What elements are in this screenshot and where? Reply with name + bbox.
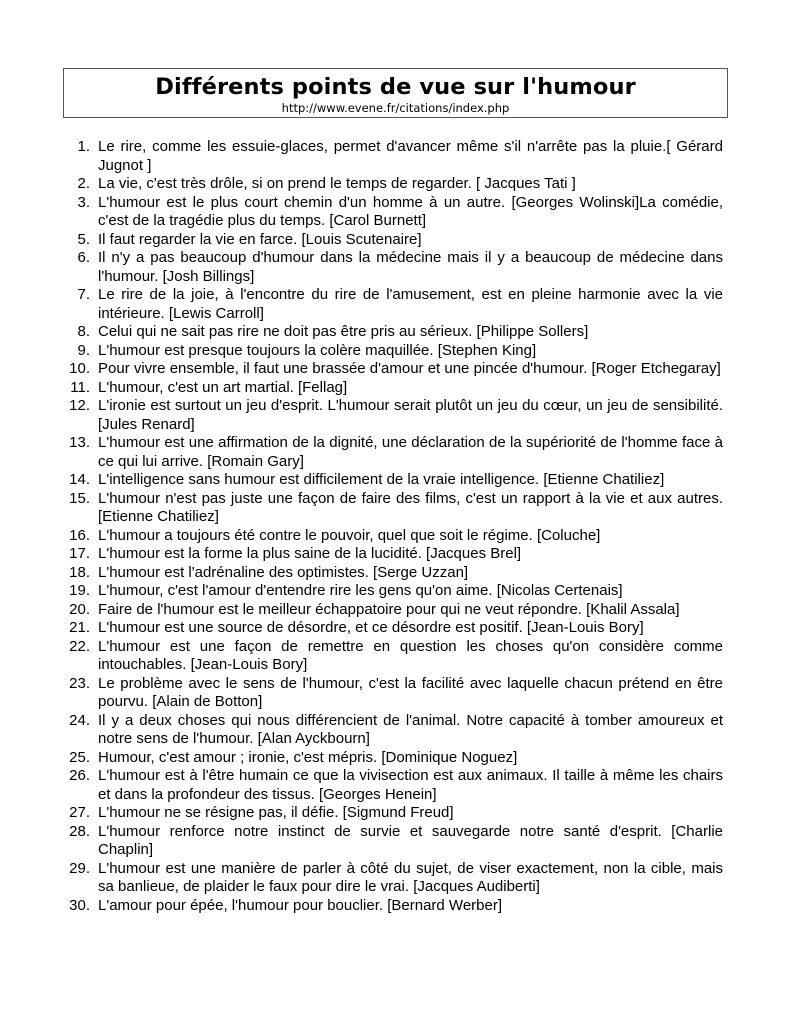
quote-item xyxy=(63,897,723,916)
quote-number: 16. xyxy=(69,526,90,544)
quote-text: L'humour est une manière de parler à côté du sujet, de viser exactement, non la cible, mais sa banlieue, de plaider le faux pour dire le vrai. [Jacques Audiberti] xyxy=(98,859,723,895)
quote-item xyxy=(63,545,723,564)
quote-text: L'humour a toujours été contre le pouvoir, quel que soit le régime. [Coluche] xyxy=(98,526,601,544)
quote-item xyxy=(63,675,723,712)
quote-number: 10. xyxy=(69,360,90,377)
quote-item xyxy=(63,860,723,897)
quote-item xyxy=(63,175,723,194)
quote-text: L'humour est à l'être humain ce que la vivisection est aux animaux. Il taille à même les chairs et dans la profondeur des tissus. [Georges Henein] xyxy=(98,767,723,803)
quote-number: 27. xyxy=(69,804,90,821)
quote-number: 5. xyxy=(77,230,90,248)
quote-number: 24. xyxy=(69,711,90,729)
quote-text: L'intelligence sans humour est difficilement de la vraie intelligence. [Etienne Chatiliez] xyxy=(98,471,665,488)
quote-text: L'amour pour épée, l'humour pour bouclier. [Bernard Werber] xyxy=(98,896,503,914)
quote-item xyxy=(63,379,723,398)
quote-text: Il faut regarder la vie en farce. [Louis Scutenaire] xyxy=(98,230,422,248)
quote-item xyxy=(63,434,723,471)
quote-item xyxy=(63,638,723,675)
quote-text: L'humour ne se résigne pas, il défie. [Sigmund Freud] xyxy=(98,804,454,821)
quote-text: L'humour est presque toujours la colère maquillée. [Stephen King] xyxy=(98,341,537,359)
quote-text: L'humour est la forme la plus saine de la lucidité. [Jacques Brel] xyxy=(98,545,522,562)
quote-number: 12. xyxy=(69,397,90,414)
quote-number: 2. xyxy=(77,175,90,192)
quote-number: 19. xyxy=(69,582,90,599)
quote-list xyxy=(63,138,723,915)
quote-text: L'humour est l'adrénaline des optimistes. [Serge Uzzan] xyxy=(98,563,469,581)
quote-item xyxy=(63,138,723,175)
quote-text: L'humour, c'est l'amour d'entendre rire les gens qu'on aime. [Nicolas Certenais] xyxy=(98,582,623,599)
quote-number: 28. xyxy=(69,822,90,840)
quote-item xyxy=(63,490,723,527)
quote-item xyxy=(63,397,723,434)
quote-item xyxy=(63,342,723,361)
quote-text: L'humour renforce notre instinct de survie et sauvegarde notre santé d'esprit. [Charlie Chaplin] xyxy=(98,822,723,858)
quote-number: 29. xyxy=(69,859,90,877)
quote-item xyxy=(63,582,723,601)
quote-item xyxy=(63,194,723,231)
quote-item xyxy=(63,360,723,379)
quote-item xyxy=(63,249,723,286)
quote-item xyxy=(63,712,723,749)
quote-number: 15. xyxy=(69,489,90,507)
quote-text: Il n'y a pas beaucoup d'humour dans la médecine mais il y a beaucoup de médecine dans l'humour. [Josh Billings] xyxy=(98,249,723,285)
source-url: http://www.evene.fr/citations/index.php xyxy=(281,101,510,115)
quote-item xyxy=(63,286,723,323)
quote-item xyxy=(63,804,723,823)
quote-item xyxy=(63,231,723,250)
quote-text: L'humour est le plus court chemin d'un homme à un autre. [Georges Wolinski]La comédie, c'est de la tragédie plus du temps. [Carol Burnett] xyxy=(98,193,723,229)
quote-item xyxy=(63,823,723,860)
quote-number: 18. xyxy=(69,563,90,581)
quote-text: Le rire de la joie, à l'encontre du rire de l'amusement, est en pleine harmonie avec la vie intérieure. [Lewis Carroll] xyxy=(98,286,723,322)
quote-number: 17. xyxy=(69,545,90,562)
quote-item xyxy=(63,527,723,546)
quote-text: Le problème avec le sens de l'humour, c'est la facilité avec laquelle chacun prétend en être pourvu. [Alain de Botton] xyxy=(98,674,723,710)
quote-item xyxy=(63,749,723,768)
quote-text: Il y a deux choses qui nous différencient de l'animal. Notre capacité à tomber amoureux et notre sens de l'humour. [Alan Ayckbourn] xyxy=(98,711,723,747)
quote-number: 9. xyxy=(77,341,90,359)
quote-number: 11. xyxy=(70,378,90,396)
quote-text: L'humour est une affirmation de la dignité, une déclaration de la supériorité de l'homme face à ce qui lui arrive. [Romain Gary] xyxy=(98,434,723,470)
quote-text: L'ironie est surtout un jeu d'esprit. L'humour serait plutôt un jeu du cœur, un jeu de sensibilité. [Jules Renard] xyxy=(98,397,723,433)
quote-number: 8. xyxy=(77,323,90,340)
quote-text: L'humour est une façon de remettre en question les choses qu'on considère comme intouchables. [Jean-Louis Bory] xyxy=(98,637,723,673)
quote-number: 7. xyxy=(77,286,90,303)
quote-text: Pour vivre ensemble, il faut une brassée d'amour et une pincée d'humour. [Roger Etchegaray] xyxy=(98,360,721,377)
quote-number: 21. xyxy=(69,619,90,636)
quote-text: L'humour, c'est un art martial. [Fellag] xyxy=(98,378,348,396)
quote-number: 13. xyxy=(69,434,90,451)
quote-number: 25. xyxy=(69,748,90,766)
quote-number: 23. xyxy=(69,674,90,692)
quote-item xyxy=(63,471,723,490)
quote-item xyxy=(63,601,723,620)
quote-number: 30. xyxy=(69,896,90,914)
quote-text: Celui qui ne sait pas rire ne doit pas être pris au sérieux. [Philippe Sollers] xyxy=(98,323,589,340)
quote-number: 6. xyxy=(77,249,90,266)
quote-item xyxy=(63,564,723,583)
quote-number: 26. xyxy=(69,767,90,784)
quote-number: 1. xyxy=(77,138,90,155)
quote-item xyxy=(63,619,723,638)
quote-text: La vie, c'est très drôle, si on prend le temps de regarder. [ Jacques Tati ] xyxy=(98,175,576,192)
quote-text: L'humour est une source de désordre, et ce désordre est positif. [Jean-Louis Bory] xyxy=(98,619,644,636)
quote-number: 14. xyxy=(69,471,90,488)
quote-item xyxy=(63,323,723,342)
title-box xyxy=(63,68,728,118)
quote-item xyxy=(63,767,723,804)
quote-text: Humour, c'est amour ; ironie, c'est mépris. [Dominique Noguez] xyxy=(98,748,518,766)
quote-text: Faire de l'humour est le meilleur échappatoire pour qui ne veut répondre. [Khalil Assala] xyxy=(98,600,680,618)
quote-text: L'humour n'est pas juste une façon de faire des films, c'est un rapport à la vie et aux autres. [Etienne Chatiliez] xyxy=(98,489,723,525)
quote-text: Le rire, comme les essuie-glaces, permet d'avancer même s'il n'arrête pas la pluie.[ Gérard Jugnot ] xyxy=(98,138,723,174)
quote-number: 20. xyxy=(69,600,90,618)
quote-number: 3. xyxy=(77,193,90,211)
page-title: Différents points de vue sur l'humour xyxy=(155,74,636,100)
quote-number: 22. xyxy=(69,637,90,655)
